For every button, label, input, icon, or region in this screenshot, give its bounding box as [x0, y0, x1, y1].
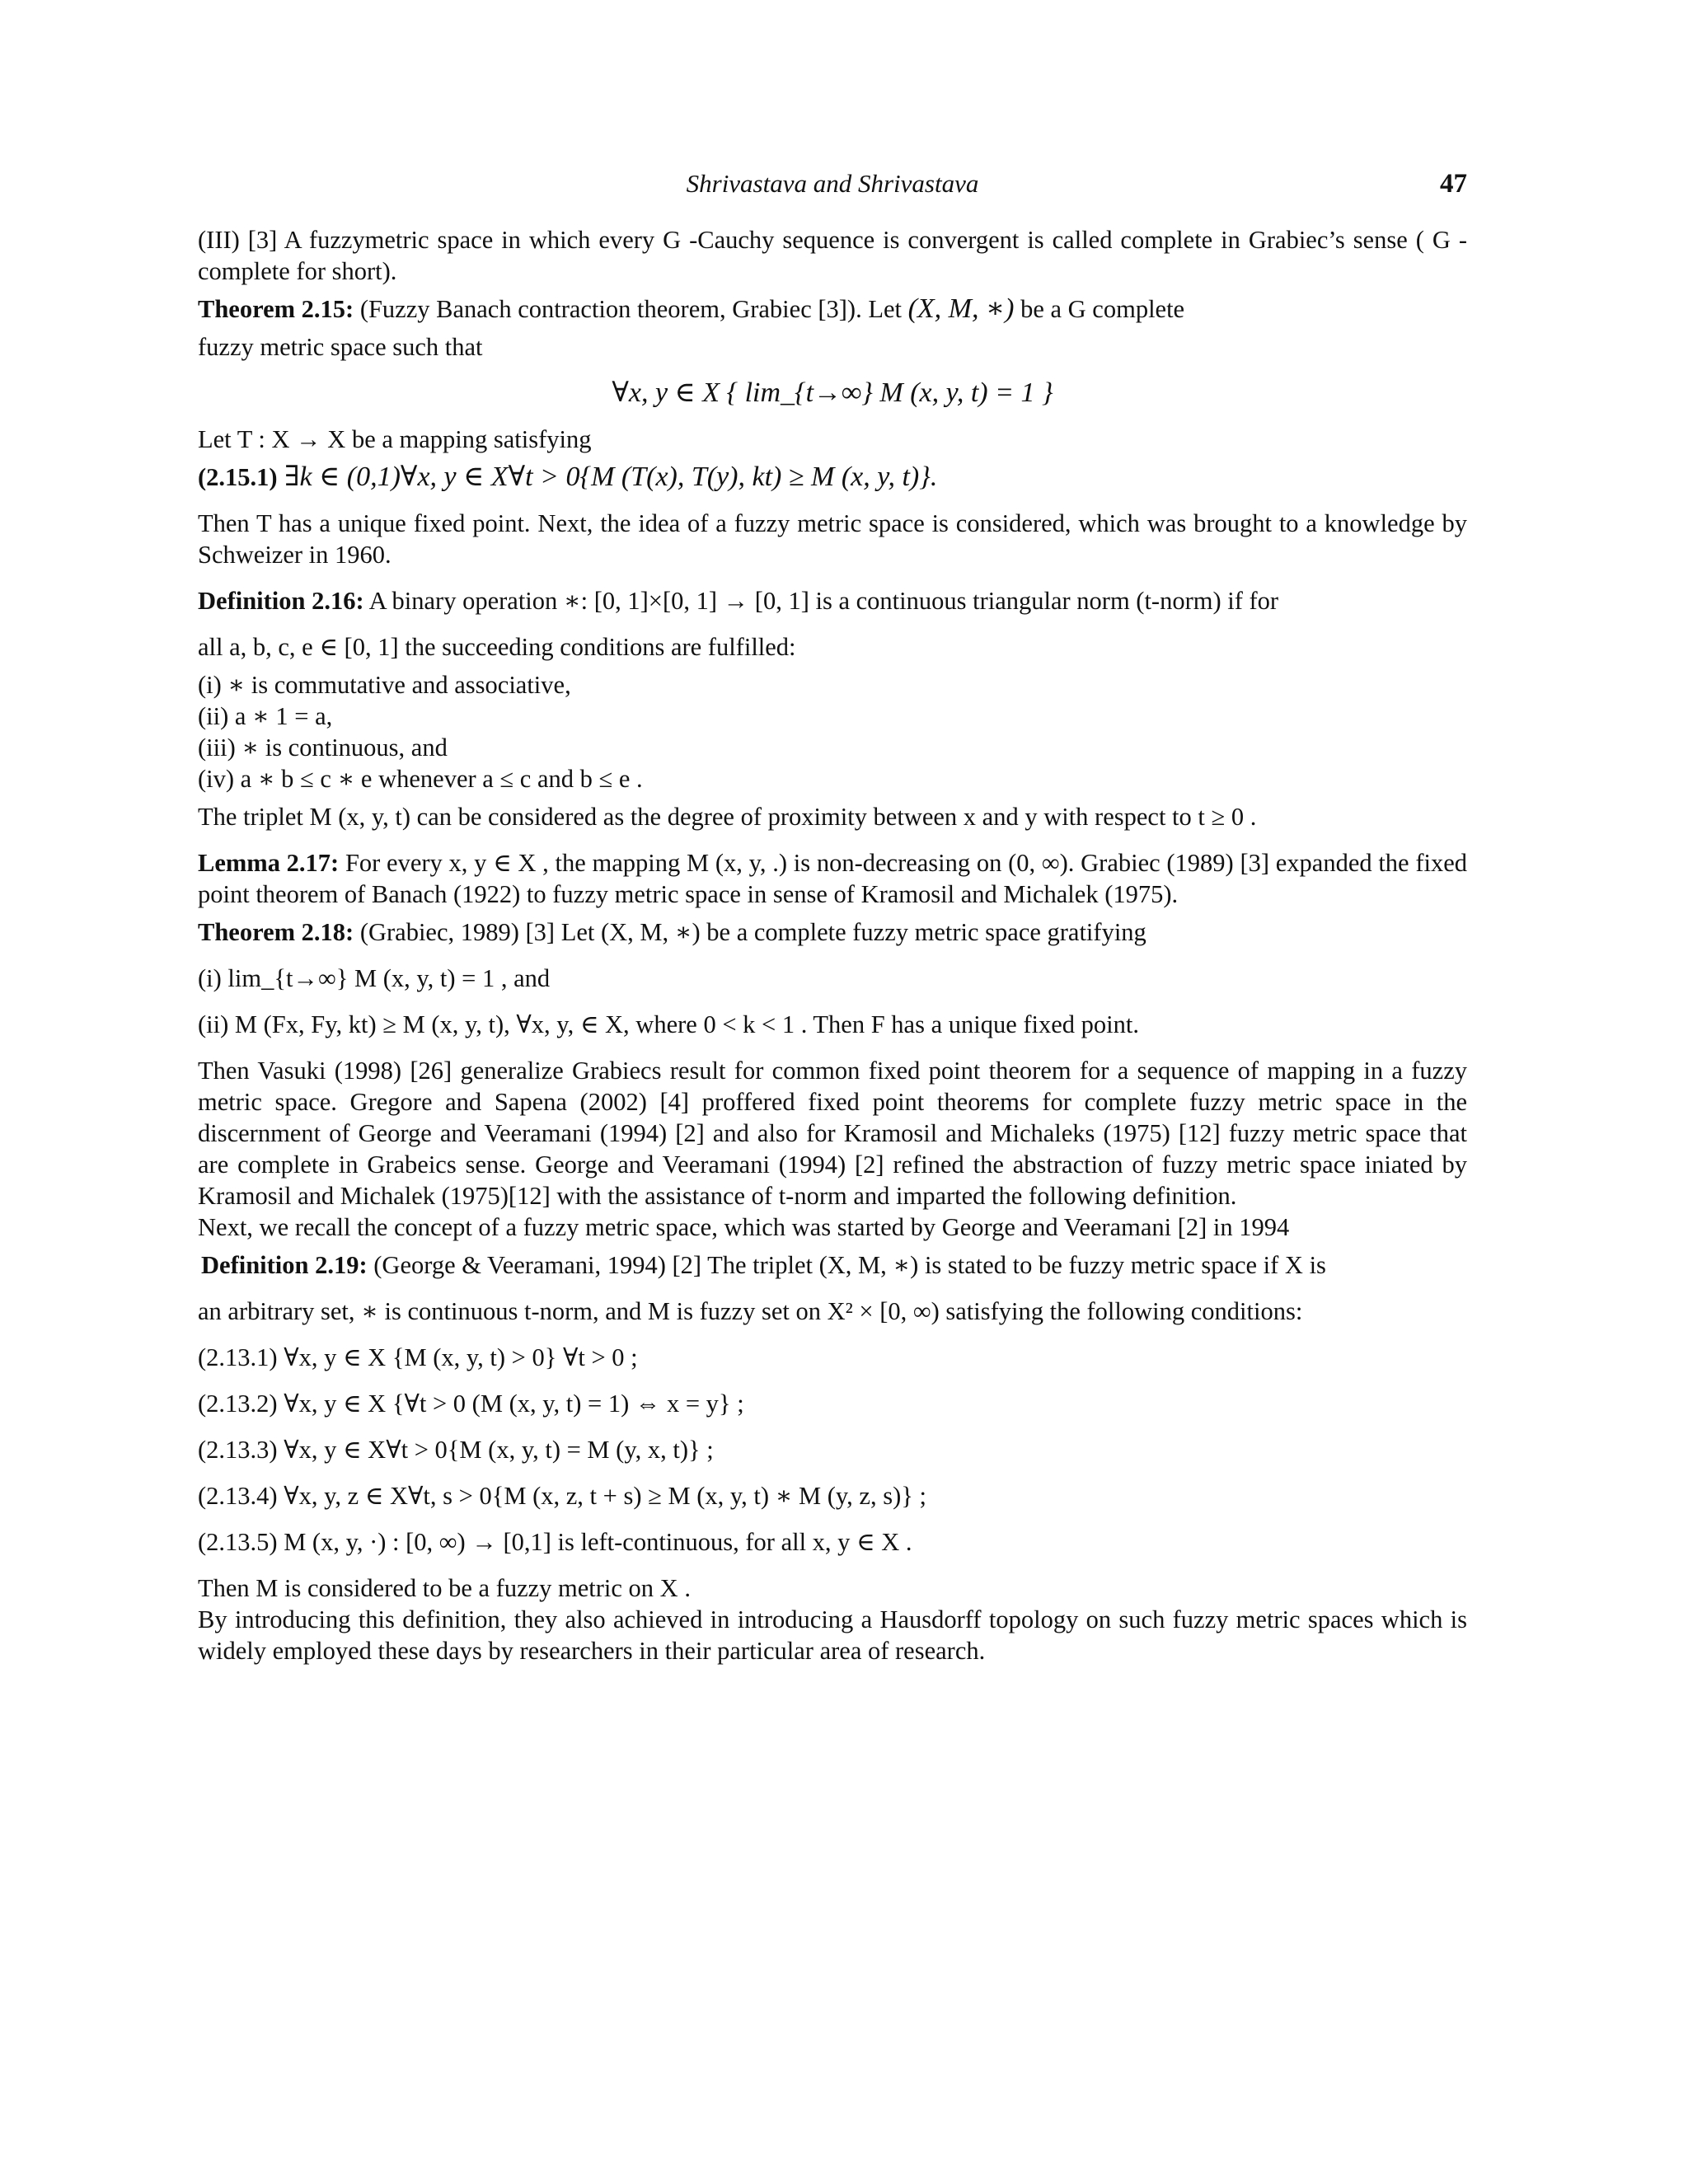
running-title: Shrivastava and Shrivastava [686, 169, 979, 198]
theorem-2-18-ii: (ii) M (Fx, Fy, kt) ≥ M (x, y, t), ∀x, y, ∈ X, where 0 < k < 1 . Then F has a unique fixed point. [198, 1010, 1139, 1038]
condition-iv: (iv) a ∗ b ≤ c ∗ e whenever a ≤ c and b ≤ e . [198, 765, 643, 793]
condition-i: (i) ∗ is commutative and associative, [198, 671, 571, 699]
definition-2-16 [198, 585, 1467, 616]
condition-iii: (iii) ∗ is continuous, and [198, 733, 448, 762]
definition-2-16-label: Definition 2.16: [198, 587, 364, 615]
theorem-2-18-label: Theorem 2.18: [198, 918, 354, 946]
page-body [198, 224, 1467, 1666]
theorem-2-15 [198, 293, 1467, 325]
lemma-2-17-text: For every x, y ∈ X , the mapping M (x, y, .) is non-decreasing on (0, ∞). Grabiec (1989) [3] expanded the fixed point theorem of Banach (1922) to fuzzy metric space in sense of Kramosil and Michalek (1975). [198, 849, 1467, 908]
condition-2-13-3: (2.13.3) ∀x, y ∈ X∀t > 0{M (x, y, t) = M (y, x, t)} ; [198, 1436, 714, 1464]
theorem-2-15-label: Theorem 2.15: [198, 295, 354, 323]
condition-2-13-1: (2.13.1) ∀x, y ∈ X {M (x, y, t) > 0} ∀t > 0 ; [198, 1343, 638, 1371]
definition-2-19-label: Definition 2.19: [201, 1251, 368, 1279]
then-M-fuzzy-metric: Then M is considered to be a fuzzy metric on X . [198, 1574, 691, 1602]
theorem-2-18 [198, 916, 1467, 948]
page-number: 47 [1440, 169, 1467, 199]
paragraph-vasuki: Then Vasuki (1998) [26] generalize Grabiecs result for common fixed point theorem for a sequence of mapping in a fuzzy metric space. Gregore and Sapena (2002) [4] proffered fixed point theorems for complete fuzzy metric space in the discernment of George and Veeramani (1994) [2] and also for Kramosil and Michaleks (1975) [12] fuzzy metric space that are complete in Grabeics sense. George and Veeramani (1994) [2] refined the abstraction of fuzzy metric space iniated by Kramosil and Michalek (1975)[12] with the assistance of t-norm and imparted the following definition. [198, 1057, 1467, 1210]
lemma-2-17 [198, 847, 1467, 910]
condition-2-13-2: (2.13.2) ∀x, y ∈ X {∀t > 0 (M (x, y, t) = 1) ⇔ x = y} ; [198, 1390, 744, 1418]
condition-2-13-4: (2.13.4) ∀x, y, z ∈ X∀t, s > 0{M (x, z, t + s) ≥ M (x, y, t) ∗ M (y, z, s)} ; [198, 1482, 926, 1510]
theorem-2-15-text: (Fuzzy Banach contraction theorem, Grabiec [3]). Let [354, 295, 908, 323]
definition-2-19-line2: an arbitrary set, ∗ is continuous t-norm, and M is fuzzy set on X² × [0, ∞) satisfying the following conditions: [198, 1297, 1303, 1325]
theorem-2-15-math: (X, M, ∗) [907, 293, 1015, 324]
paragraph-unique-fixed-point: Then T has a unique fixed point. Next, the idea of a fuzzy metric space is considered, which was brought to a knowledge by Schweizer in 1960. [198, 509, 1467, 569]
equation-2-15-1-body: ∃k ∈ (0,1)∀x, y ∈ X∀t > 0{M (T(x), T(y), kt) ≥ M (x, y, t)}. [277, 462, 938, 492]
lemma-2-17-label: Lemma 2.17: [198, 849, 340, 877]
paragraph-triplet: The triplet M (x, y, t) can be considered as the degree of proximity between x and y with respect to t ≥ 0 . [198, 803, 1257, 831]
theorem-2-18-text: (Grabiec, 1989) [3] Let (X, M, ∗) be a complete fuzzy metric space gratifying [354, 918, 1146, 946]
paragraph-next-recall: Next, we recall the concept of a fuzzy metric space, which was started by George and Veeramani [2] in 1994 [198, 1213, 1290, 1241]
paragraph-complete-grabiec: (III) [3] A fuzzymetric space in which every G -Cauchy sequence is convergent is called complete in Grabiec’s sense ( G -complete for short). [198, 226, 1467, 285]
condition-2-13-5: (2.13.5) M (x, y, ·) : [0, ∞) → [0,1] is left-continuous, for all x, y ∈ X . [198, 1528, 912, 1556]
equation-limit: ∀x, y ∈ X { lim_{t→∞} M (x, y, t) = 1 } [612, 377, 1053, 408]
running-header [198, 169, 1467, 206]
definition-2-19 [198, 1249, 1467, 1281]
paragraph-hausdorff: By introducing this definition, they also achieved in introducing a Hausdorff topology on such fuzzy metric spaces which is widely employed these days by researchers in their particular area of research. [198, 1605, 1467, 1665]
equation-2-15-1 [198, 462, 1467, 493]
equation-2-15-1-label: (2.15.1) [198, 463, 278, 491]
definition-2-16-text: A binary operation ∗: [0, 1]×[0, 1] → [0, 1] is a continuous triangular norm (t-norm) if for [363, 587, 1279, 615]
condition-ii: (ii) a ∗ 1 = a, [198, 702, 333, 730]
definition-2-16-line2: all a, b, c, e ∈ [0, 1] the succeeding conditions are fulfilled: [198, 633, 796, 661]
theorem-2-15-line2: fuzzy metric space such that [198, 333, 483, 361]
theorem-2-18-i: (i) lim_{t→∞} M (x, y, t) = 1 , and [198, 964, 551, 992]
theorem-2-15-tail: be a G complete [1014, 295, 1185, 323]
definition-2-19-text: (George & Veeramani, 1994) [2] The triplet (X, M, ∗) is stated to be fuzzy metric space if X is [367, 1251, 1326, 1279]
let-T-mapping: Let T : X → X be a mapping satisfying [198, 425, 592, 453]
